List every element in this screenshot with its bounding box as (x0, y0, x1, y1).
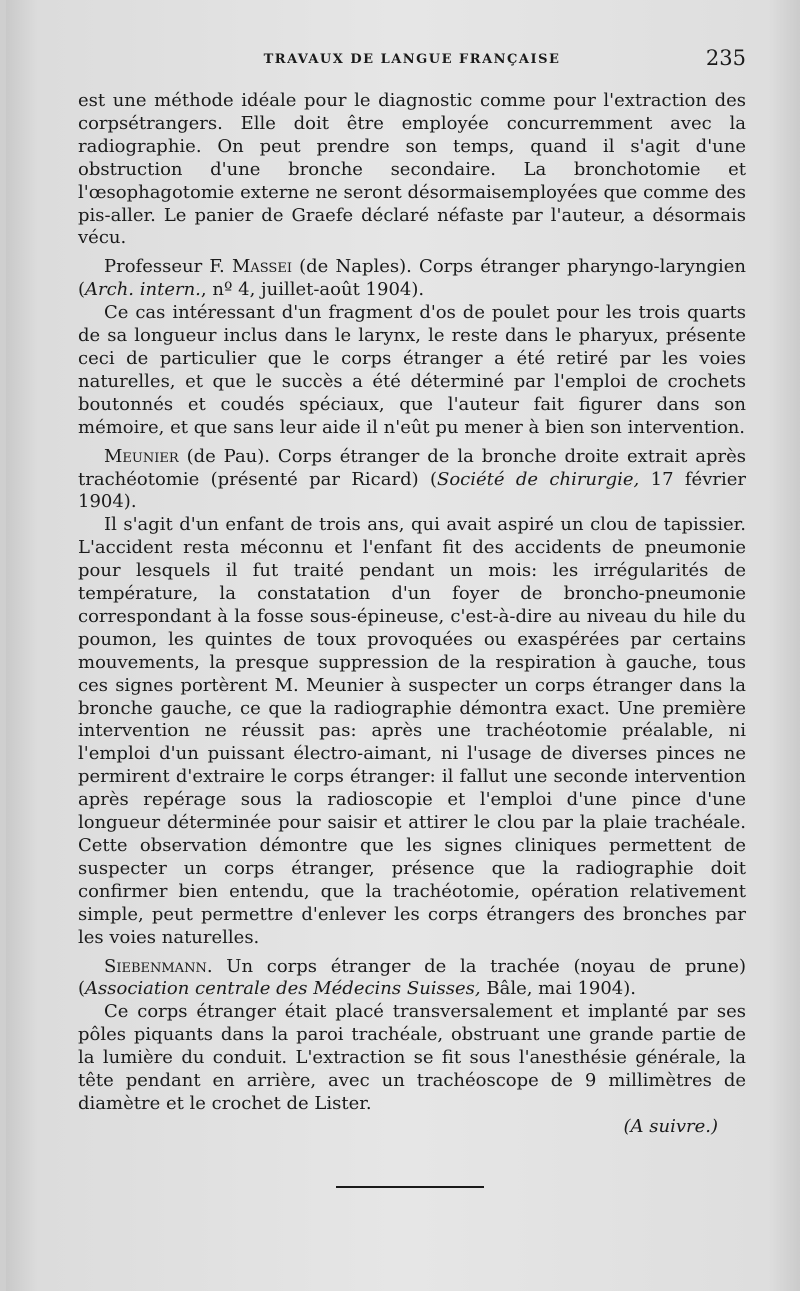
paragraph-massei-case: Ce cas intéressant d'un fragment d'os de poulet pour les trois quarts de sa longueur inclus dans le larynx, le reste dans le pharyux, présente ceci de particulier que le corps étranger a été retiré par les voies naturelles, et que le succès a été déterminé par l'emploi de crochets boutonnés et coudés spéciaux, que l'auteur fait figurer dans son mémoire, et que sans leur aide il n'eût pu mener à bien son intervention. (78, 302, 746, 438)
reference-date: , nº 4, juillet-août 1904). (200, 279, 425, 301)
page-number: 235 (705, 46, 746, 70)
reference-date: Bâle, mai 1904). (480, 978, 637, 1000)
journal-name: Association centrale des Médecins Suisses, (85, 978, 481, 1000)
reference-date: 17 février 1904). (78, 468, 746, 513)
author-name: Siebenmann (104, 955, 207, 977)
scanned-page (6, 0, 800, 1291)
author-name: Meunier (104, 445, 179, 467)
author-name: Massei (231, 256, 292, 278)
paragraph-siebenmann-case: Ce corps étranger était placé transversalement et implanté par ses pôles piquants dans la paroi trachéale, obstruant une grande partie de la lumière du conduit. L'extraction se fit sous l'anesthésie générale, la tête pendant en arrière, avec un trachéoscope de 9 millimètres de diamètre et le crochet de Lister. (78, 1001, 746, 1114)
reference-title: (de Naples). Corps étranger pharyngo-laryngien ( (78, 256, 746, 301)
page-header (78, 46, 746, 76)
journal-name: Arch. intern. (85, 279, 201, 301)
reference-title: . Un corps étranger de la trachée (noyau de prune) ( (78, 955, 746, 1000)
author-prefix: Professeur F. (104, 256, 232, 278)
to-be-continued: (A suivre.) (623, 1115, 718, 1137)
running-title: TRAVAUX DE LANGUE FRANÇAISE (263, 52, 561, 67)
closing-rule (336, 1186, 484, 1188)
reference-title: (de Pau). Corps étranger de la bronche droite extrait après trachéotomie (présenté par Ricard) ( (78, 445, 746, 490)
journal-name: Société de chirurgie, (436, 468, 640, 490)
paragraph-endoscopy-conclusion: est une méthode idéale pour le diagnostic comme pour l'extraction des corpsétrangers. Elle doit être employée concurremment avec la radiographie. On peut prendre son temps, quand il s'agit d'une obstruction d'une bronche secondaire. La bronchotomie et l'œsophagotomie externe ne seront désormaisemployées que comme des pis-aller. Le panier de Graefe déclaré néfaste par l'auteur, a désormais vécu. (78, 90, 746, 249)
reference-siebenmann (78, 956, 746, 1002)
article-body (78, 90, 746, 1139)
reference-meunier (78, 446, 746, 515)
reference-massei (78, 256, 746, 302)
paragraph-meunier-case: Il s'agit d'un enfant de trois ans, qui avait aspiré un clou de tapissier. L'accident resta méconnu et l'enfant fit des accidents de pneumonie pour lesquels il fut traité pendant un mois: les irrégularités de température, la constatation d'un foyer de broncho-pneumonie correspondant à la fosse sous-épineuse, c'est-à-dire au niveau du hile du poumon, les quintes de toux provoquées ou exaspérées par certains mouvements, la presque suppression de la respiration à gauche, tous ces signes portèrent M. Meunier à suspecter un corps étranger dans la bronche gauche, ce que la radiographie démontra exact. Une première intervention ne réussit pas: après une trachéotomie préalable, ni l'emploi d'un puissant électro-aimant, ni l'usage de diverses pinces ne permirent d'extraire le corps étranger: il fallut une seconde intervention après repérage sous la radioscopie et l'emploi d'une pince d'une longueur déterminée pour saisir et attirer le clou par la plaie trachéale. Cette observation démontre que les signes cliniques permettent de suspecter un corps étranger, présence que la radiographie doit confirmer bien entendu, que la trachéotomie, opération relativement simple, peut permettre d'enlever les corps étrangers des bronches par les voies naturelles. (78, 514, 746, 948)
